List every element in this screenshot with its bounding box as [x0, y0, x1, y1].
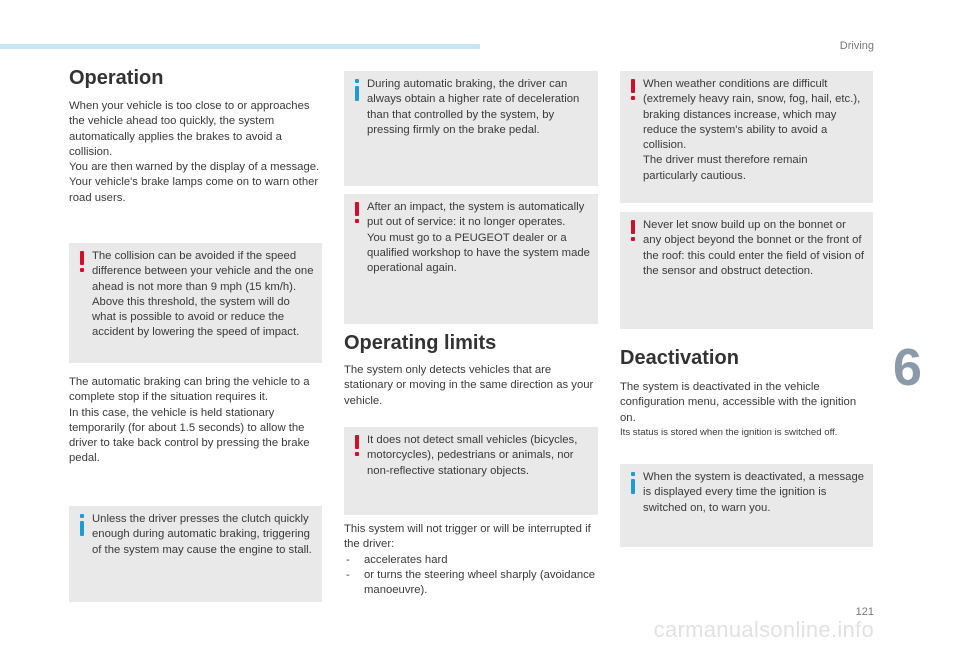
paragraph: Above this threshold, the system will do what is possible to avoid or reduce the accident by lowering the speed of impact. — [92, 295, 300, 339]
paragraph: Your vehicle's brake lamps come on to warn other road users. — [69, 176, 319, 204]
paragraph: In this case, the vehicle is held stationary temporarily (for about 1.5 seconds) to allow the driver to take back control by pressing the brake pedal. — [69, 406, 310, 465]
list-item: - or turns the steering wheel sharply (avoidance manoeuvre). — [344, 568, 600, 599]
info-icon — [350, 79, 364, 101]
paragraph: During automatic braking, the driver can always obtain a higher rate of deceleration than that controlled by the system, by pressing firmly on the brake pedal. — [367, 78, 580, 136]
operation-intro — [69, 99, 321, 206]
paragraph: The driver must therefore remain particularly cautious. — [643, 154, 808, 182]
list-item: - accelerates hard — [344, 553, 600, 568]
paragraph: When the system is deactivated, a message is displayed every time the ignition is switched on, to warn you. — [643, 471, 865, 514]
paragraph: The automatic braking can bring the vehicle to a complete stop if the situation requires it. — [69, 376, 310, 404]
warning-icon — [626, 79, 640, 101]
paragraph: When your vehicle is too close to or approaches the vehicle ahead too quickly, the system automatically applies the brakes to avoid a collision. — [69, 100, 310, 158]
warning-box-impact — [344, 194, 598, 324]
warning-box-snow — [620, 212, 873, 329]
info-box-clutch — [69, 506, 322, 602]
paragraph: You are then warned by the display of a message. — [69, 161, 320, 174]
warning-box-small-vehicles — [344, 427, 598, 515]
paragraph: You must go to a PEUGEOT dealer or a qualified workshop to have the system made operational again. — [367, 231, 590, 275]
operating-limits-intro: The system only detects vehicles that are stationary or moving in the same direction as your vehicle. — [344, 364, 594, 407]
operating-limits-heading: Operating limits — [344, 332, 497, 354]
warning-icon — [626, 220, 640, 242]
status-note: Its status is stored when the ignition is switched off. — [620, 426, 838, 438]
trigger-list — [344, 553, 600, 599]
watermark: carmanualsonline.info — [653, 617, 874, 642]
warning-icon — [350, 202, 364, 224]
paragraph: Unless the driver presses the clutch quickly enough during automatic braking, triggering of the system may cause the engine to stall. — [92, 513, 312, 556]
paragraph: Never let snow build up on the bonnet or any object beyond the bonnet or the front of the roof: this could enter the field of vision of the sensor and obstruct detection. — [643, 219, 865, 277]
deactivation-heading: Deactivation — [620, 347, 739, 369]
warning-box-collision — [69, 243, 322, 363]
paragraph: After an impact, the system is automatically put out of service: it no longer operates. — [367, 201, 585, 229]
warning-box-weather — [620, 71, 873, 203]
header-rule — [0, 44, 480, 49]
page-number: 121 — [855, 606, 874, 618]
paragraph: This system will not trigger or will be interrupted if the driver: — [344, 523, 591, 551]
info-icon — [75, 514, 89, 536]
operation-heading: Operation — [69, 67, 164, 89]
deactivation-text — [620, 380, 874, 439]
paragraph: It does not detect small vehicles (bicycles, motorcycles), pedestrians or animals, nor non-reflective stationary objects. — [367, 434, 578, 477]
trigger-conditions — [344, 522, 600, 598]
paragraph: The collision can be avoided if the speed difference between your vehicle and the one ahead is not more than 9 mph (15 km/h). — [92, 250, 314, 293]
section-label: Driving — [839, 40, 874, 52]
chapter-number: 6 — [893, 339, 922, 397]
braking-text — [69, 375, 321, 467]
warning-icon — [75, 251, 89, 273]
warning-icon — [350, 435, 364, 457]
info-box-deactivation — [620, 464, 873, 547]
info-box-deceleration — [344, 71, 598, 186]
paragraph: The system is deactivated in the vehicle configuration menu, accessible with the ignition on. — [620, 381, 857, 424]
info-icon — [626, 472, 640, 494]
paragraph: When weather conditions are difficult (extremely heavy rain, snow, fog, hail, etc.), braking distances increase, which may reduce the system's ability to avoid a collision. — [643, 78, 861, 152]
